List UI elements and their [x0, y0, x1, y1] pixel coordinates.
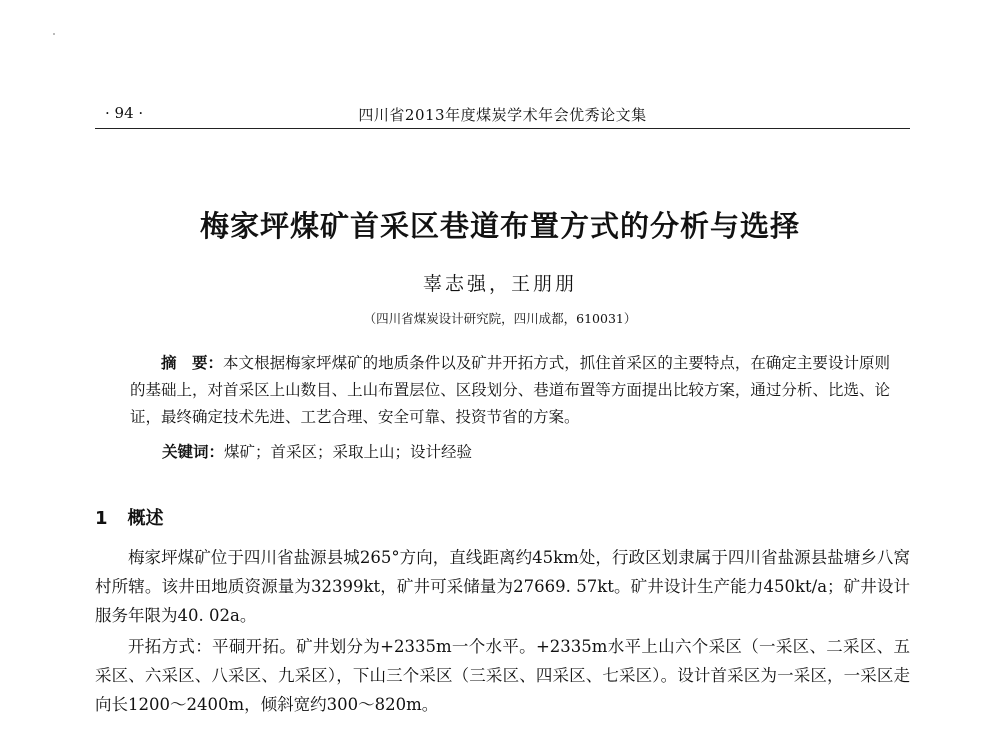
body-paragraph: 开拓方式：平硐开拓。矿井划分为+2335m一个水平。+2335m水平上山六个采区（一采区、二采区、五采区、六采区、八采区、九采区），下山三个采区（三采区、四采区、七采区）。设计首采区为一采区，一采区走向长1200～2400m，倾斜宽约300～820m。	[95, 637, 910, 714]
page-number: · 94 ·	[105, 104, 144, 122]
abstract	[130, 350, 890, 431]
affiliation: （四川省煤炭设计研究院，四川成都，610031）	[363, 311, 637, 326]
abstract-text: 本文根据梅家坪煤矿的地质条件以及矿井开拓方式，抓住首采区的主要特点，在确定主要设计原则的基础上，对首采区上山数目、上山布置层位、区段划分、巷道布置等方面提出比较方案，通过分析、比选、论证，最终确定技术先进、工艺合理、安全可靠、投资节省的方案。	[130, 354, 890, 426]
section-title: 概述	[127, 508, 164, 529]
section-number: 1	[95, 508, 108, 529]
running-header	[95, 100, 910, 129]
keywords	[162, 440, 472, 462]
paper-title: 梅家坪煤矿首采区巷道布置方式的分析与选择	[199, 209, 800, 243]
body-text	[95, 543, 910, 721]
scan-artifact	[53, 33, 55, 35]
journal-title: 四川省2013年度煤炭学术年会优秀论文集	[358, 106, 647, 124]
abstract-label: 摘 要：	[161, 354, 224, 372]
keywords-label: 关键词：	[162, 443, 225, 461]
section-heading	[95, 504, 164, 530]
body-paragraph: 梅家坪煤矿位于四川省盐源县城265°方向，直线距离约45km处，行政区划隶属于四川省盐源县盐塘乡八窝村所辖。该井田地质资源量为32399kt，矿井可采储量为27669. 57kt。矿井设计生产能力450kt/a；矿井设计服务年限为40. 02a。	[95, 548, 910, 625]
keywords-text: 煤矿；首采区；采取上山；设计经验	[224, 443, 473, 461]
authors: 辜志强，王朋朋	[422, 273, 577, 295]
